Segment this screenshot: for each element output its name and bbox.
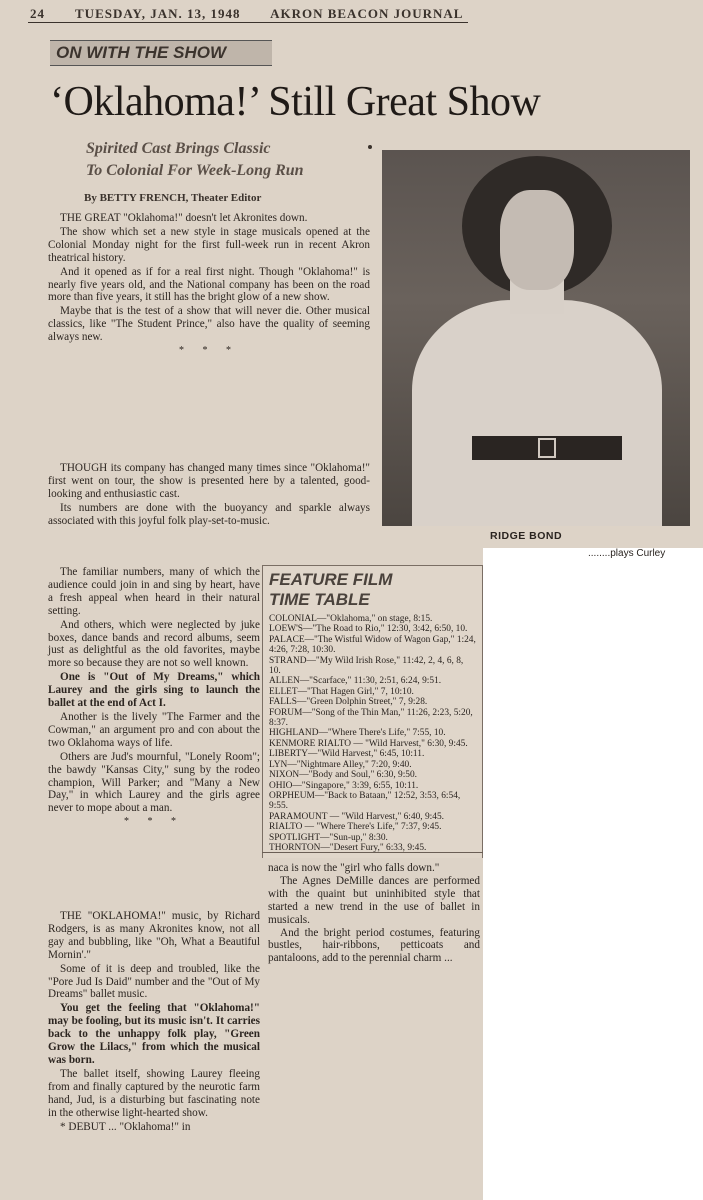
timetable-entry: STRAND—"My Wild Irish Rose," 11:42, 2, 4, 6, 8, 10. xyxy=(269,655,464,677)
timetable-entry: FALLS—"Green Dolphin Street," 7, 9:28. xyxy=(269,697,428,708)
photo-caption-name: RIDGE BOND xyxy=(490,530,563,542)
paragraph: And the bright period costumes, featuring bustles, hair-ribbons, petticoats and pantaloons, add to the perennial charm ... xyxy=(268,926,480,965)
paragraph: One is "Out of My Dreams," which Laurey and the girls sing to launch the ballet at the end of Act I. xyxy=(48,671,260,710)
subheadline xyxy=(86,138,304,182)
portrait-photo xyxy=(382,150,690,526)
timetable-entry: ELLET—"That Hagen Girl," 7, 10:10. xyxy=(269,686,414,697)
paragraph: naca is now the "girl who falls down." xyxy=(268,862,440,874)
timetable-entry: LYN—"Nightmare Alley," 7:20, 9:40. xyxy=(269,759,412,770)
paragraph: THE GREAT "Oklahoma!" doesn't let Akronites down. xyxy=(60,212,308,224)
paragraph: THOUGH its company has changed many times since "Oklahoma!" first went on tour, the show is presented here by a talented, good-looking and enthusiastic cast. xyxy=(48,462,370,500)
page-number: 24 xyxy=(30,6,45,21)
paragraph: Its numbers are done with the buoyancy and sparkle always associated with this joyful folk play-set-to-music. xyxy=(48,501,370,527)
paragraph: You get the feeling that "Oklahoma!" may be fooling, but its music isn't. It carries back to the unhappy folk play, "Green Grow the Lilacs," from which the musical was born. xyxy=(48,1002,260,1066)
photo-caption-role: ........plays Curley xyxy=(588,548,666,559)
timetable-entry: RIALTO — "Where There's Life," 7:37, 9:45. xyxy=(269,822,442,833)
timetable-entry: THORNTON—"Desert Fury," 6:33, 9:45. xyxy=(269,842,427,853)
paragraph: The familiar numbers, many of which the audience could join in and sing by heart, have a fresh appeal when heard in their natural setting. xyxy=(48,566,260,617)
timetable-entry: PARAMOUNT — "Wild Harvest," 6:40, 9:45. xyxy=(269,811,444,822)
face-shape xyxy=(500,190,574,290)
timetable-entry: ALLEN—"Scarface," 11:30, 2:51, 6:24, 9:51. xyxy=(269,676,442,687)
subhead-line-1: Spirited Cast Brings Classic xyxy=(86,140,271,157)
section-break-stars: * * * xyxy=(124,816,184,828)
timetable-entry: SPOTLIGHT—"Sun-up," 8:30. xyxy=(269,832,388,843)
masthead-paper: AKRON BEACON JOURNAL xyxy=(270,6,464,21)
timetable-list xyxy=(269,614,476,853)
paragraph: Others are Jud's mournful, "Lonely Room"; the bawdy "Kansas City," sung by the rodeo champion, Will Parker; and "Many a New Day," in which Laurey and the girls agree never to mope about a man. xyxy=(48,750,260,815)
timetable-entry: OHIO—"Singapore," 3:39, 6:55, 10:11. xyxy=(269,780,419,791)
timetable-entry: KENMORE RIALTO — "Wild Harvest," 6:30, 9:45. xyxy=(269,738,468,749)
timetable-title xyxy=(269,570,476,610)
byline: By BETTY FRENCH, Theater Editor xyxy=(84,192,262,204)
paragraph: Another is the lively "The Farmer and the Cowman," an argument pro and con about the two Oklahoma ways of life. xyxy=(48,710,260,749)
paragraph: And it opened as if for a real first night. Though "Oklahoma!" is nearly five years old, and the National company has been on the road more than five years, it still has the bright glow of a new show. xyxy=(48,265,370,304)
timetable-entry: HIGHLAND—"Where There's Life," 7:55, 10. xyxy=(269,728,446,739)
paragraph: The show which set a new style in stage musicals opened at the Colonial Monday night for the first full-week run in recent Akron theatrical history. xyxy=(48,225,370,264)
timetable-entry: LOEW'S—"The Road to Rio," 12:30, 3:42, 6:50, 10. xyxy=(269,624,468,635)
subhead-line-2: To Colonial For Week-Long Run xyxy=(86,162,304,179)
article-continuation xyxy=(268,862,480,965)
masthead xyxy=(30,6,489,22)
article-column-top xyxy=(48,212,370,359)
timetable-title-line-1: FEATURE FILM xyxy=(269,570,393,589)
box-rule xyxy=(262,852,483,853)
paragraph: * DEBUT ... "Oklahoma!" in xyxy=(60,1120,191,1133)
headline: ‘Oklahoma!’ Still Great Show xyxy=(50,79,541,125)
paragraph: Maybe that is the test of a show that will never die. Other musical classics, like "The Student Prince," also have the quality of seeming always new. xyxy=(48,305,370,344)
timetable-entry: NIXON—"Body and Soul," 6:30, 9:50. xyxy=(269,770,418,781)
timetable-entry: FORUM—"Song of the Thin Man," 11:26, 2:23, 5:20, 8:37. xyxy=(269,707,473,729)
timetable-title-line-2: TIME TABLE xyxy=(269,590,370,609)
article-column-left xyxy=(48,566,260,830)
timetable-entry: PALACE—"The Wistful Widow of Wagon Gap," 1:24, 4:26, 7:28, 10:30. xyxy=(269,634,476,656)
ornament-dot-icon xyxy=(368,145,372,149)
paragraph: THE "OKLAHOMA!" music, by Richard Rodgers, is as many Akronites know, not all gay and bubbling, like "Oh, What a Beautiful Mornin'." xyxy=(48,910,260,961)
section-break-stars: * * * xyxy=(179,345,239,357)
paragraph: Some of it is deep and troubled, like the "Pore Jud Is Daid" number and the "Out of My Dreams" ballet music. xyxy=(48,962,260,1001)
article-column-bottom xyxy=(48,910,260,1134)
paragraph: The ballet itself, showing Laurey fleeing from and finally captured by the neurotic farm hand, Jud, is a disturbing but fascinating note in the otherwise light-hearted show. xyxy=(48,1067,260,1119)
top-rule xyxy=(28,22,468,23)
buckle-icon xyxy=(538,438,556,458)
article-column-mid xyxy=(48,462,370,529)
timetable-entry: COLONIAL—"Oklahoma," on stage, 8:15. xyxy=(269,614,433,624)
timetable-entry: LIBERTY—"Wild Harvest," 6:45, 10:11. xyxy=(269,749,425,760)
section-kicker: ON WITH THE SHOW xyxy=(50,40,272,66)
timetable-entry: ORPHEUM—"Back to Bataan," 12:52, 3:53, 6:54, 9:55. xyxy=(269,790,461,812)
paragraph: And others, which were neglected by juke boxes, dance bands and record albums, seem just as delightful as the old favorites, maybe more so because they are not so well known. xyxy=(48,618,260,670)
shirt-shape xyxy=(412,300,662,526)
paragraph: The Agnes DeMille dances are performed with the quaint but uninhibited style that started a new trend in the use of ballet in musicals. xyxy=(268,874,480,926)
masthead-date: TUESDAY, JAN. 13, 1948 xyxy=(75,6,241,21)
